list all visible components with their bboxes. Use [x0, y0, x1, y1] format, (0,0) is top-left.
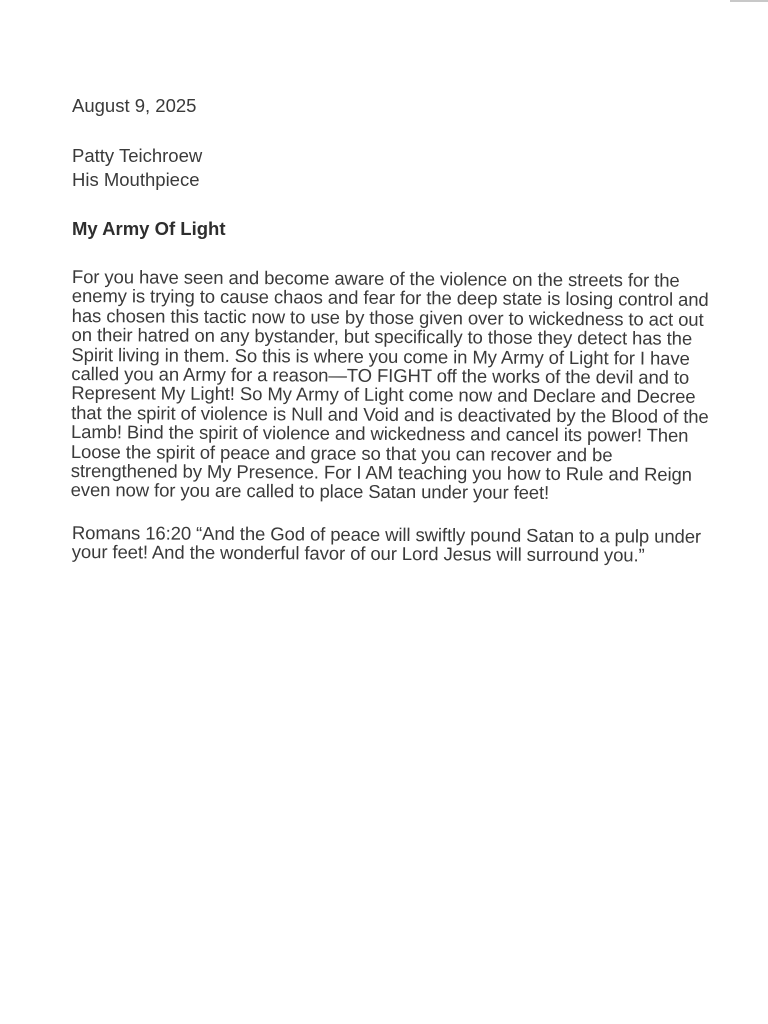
- author-name: Patty Teichroew: [72, 145, 203, 166]
- scan-edge-mark: [730, 0, 768, 2]
- author-role: His Mouthpiece: [72, 169, 200, 190]
- scripture-verse: Romans 16:20 “And the God of peace will swiftly pound Satan to a pulp under your feet! And the wonderful favor of our Lord Jesus will surround you.”: [71, 521, 702, 566]
- letter-date: August 9, 2025: [72, 95, 197, 116]
- letter-body: For you have seen and become aware of the violence on the streets for the enemy is trying to cause chaos and fear for the deep state is losing control and has chosen this tactic now to use by those given over to wickedness to act out on their hatred on any bystander, but specifically to those they detect has the Spirit living in them. So this is where you come in My Army of Light for I have called you an Army for a reason—TO FIGHT off the works of the devil and to Represent My Light! So My Army of Light come now and Declare and Decree that the spirit of violence is Null and Void and is deactivated by the Blood of the Lamb! Bind the spirit of violence and wickedness and cancel its power! Then Loose the spirit of peace and grace so that you can recover and be strengthened by My Presence. For I AM teaching you how to Rule and Reign even now for you are called to place Satan under your feet!: [70, 266, 709, 504]
- letter-title: My Army Of Light: [72, 218, 226, 239]
- author-block: [72, 144, 712, 192]
- letter-content: [70, 94, 712, 566]
